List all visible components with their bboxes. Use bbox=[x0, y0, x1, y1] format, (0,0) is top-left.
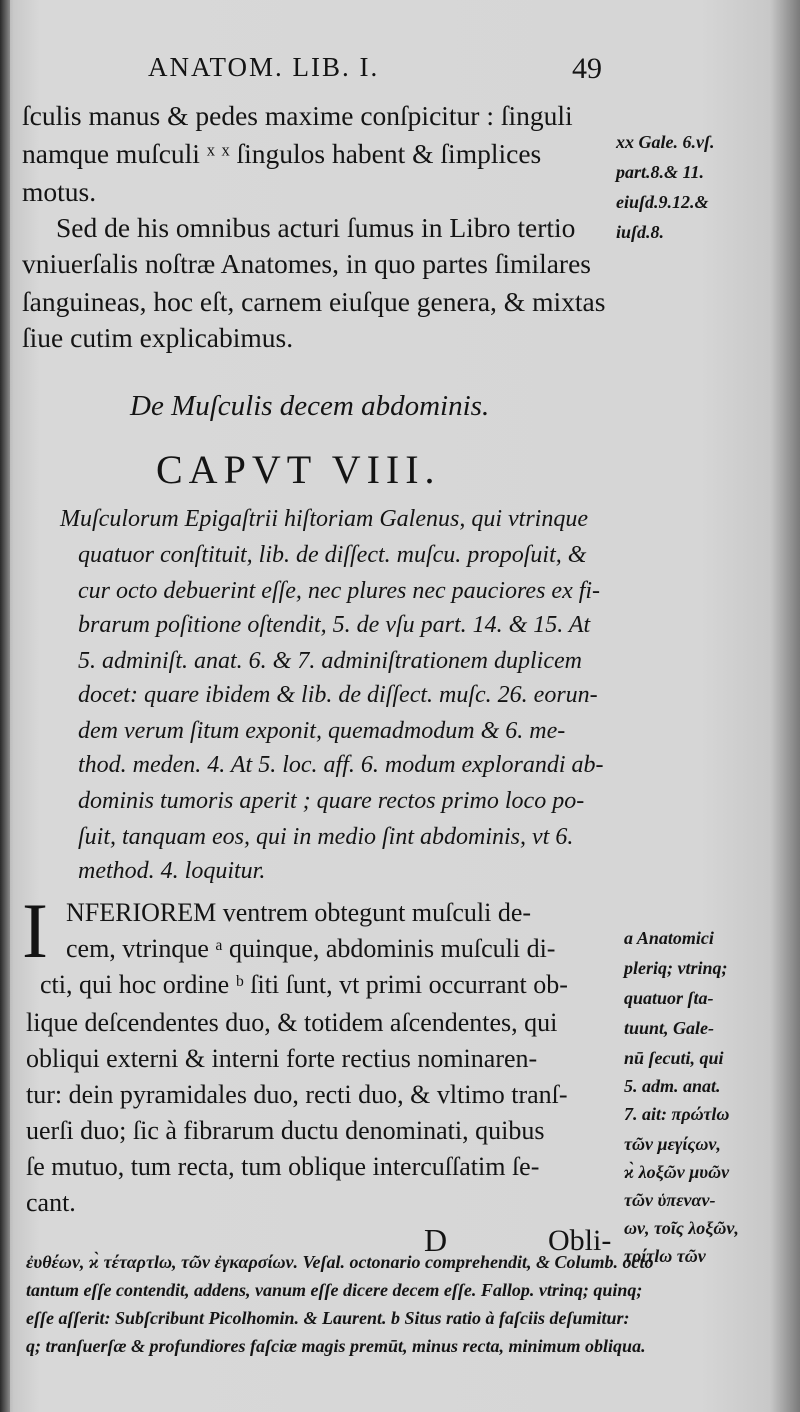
body-line: motus. bbox=[22, 176, 97, 207]
main-line: tur: dein pyramidales duo, recti duo, & vltimo tranſ- bbox=[26, 1080, 568, 1109]
page-gutter-shadow bbox=[0, 0, 10, 1412]
margin-note-line: quatuor ſta- bbox=[624, 988, 714, 1008]
margin-note-line: pleriq; vtrinq; bbox=[624, 958, 728, 978]
body-line: Sed de his omnibus acturi ſumus in Libro tertio bbox=[56, 212, 576, 243]
margin-note-line: ϰ̀ λοξῶν μυῶν bbox=[624, 1162, 730, 1182]
main-line: lique deſcendentes duo, & totidem aſcendentes, qui bbox=[26, 1008, 558, 1037]
footnote-line: q; tranſuerſæ & profundiores faſciæ magis premūt, minus recta, minimum obliqua. bbox=[26, 1336, 646, 1356]
argument-line: dem verum ſitum exponit, quemadmodum & 6. me- bbox=[78, 718, 566, 744]
body-line: namque muſculi ˣ ˣ ſingulos habent & ſimplices bbox=[22, 138, 542, 169]
margin-note-line: eiuſd.9.12.& bbox=[616, 192, 709, 212]
argument-line: brarum poſitione oſtendit, 5. de vſu part. 14. & 15. At bbox=[78, 612, 591, 638]
page-number: 49 bbox=[572, 52, 602, 85]
margin-note-line: τῶν ὑπεναν- bbox=[624, 1190, 716, 1210]
footnote-line: eſſe aſſerit: Subſcribunt Picolhomin. & Laurent. b Situs ratio à faſciis deſumitur: bbox=[26, 1308, 630, 1328]
argument-line: thod. meden. 4. At 5. loc. aff. 6. modum explorandi ab- bbox=[78, 752, 604, 778]
argument-line: ſuit, tanquam eos, qui in medio ſint abdominis, vt 6. bbox=[78, 824, 574, 850]
body-line: ſculis manus & pedes maxime conſpicitur : ſinguli bbox=[22, 100, 573, 131]
margin-note-line: ων, τοῖς λοξῶν, bbox=[624, 1218, 739, 1238]
margin-note-line: τῶν μεγίςων, bbox=[624, 1134, 721, 1154]
main-line: cant. bbox=[26, 1188, 76, 1217]
running-title: ANATOM. LIB. I. bbox=[148, 52, 380, 82]
argument-line: 5. adminiſt. anat. 6. & 7. adminiſtrationem duplicem bbox=[78, 648, 582, 674]
argument-line: Muſculorum Epigaſtrii hiſtoriam Galenus, qui vtrinque bbox=[60, 506, 588, 532]
body-line: ſanguineas, hoc eſt, carnem eiuſque genera, & mixtas bbox=[22, 286, 606, 317]
body-line: ſiue cutim explicabimus. bbox=[22, 322, 294, 353]
main-line: NFERIOREM ventrem obtegunt muſculi de- bbox=[66, 898, 532, 927]
footnote-line: ἐυθέων, ϰ̀ τέταρτlω, τῶν ἐγκαρσίων. Veſal. octonario comprehendit, & Columb. octo bbox=[26, 1252, 654, 1272]
main-line: ſe mutuo, tum recta, tum oblique intercuſſatim ſe- bbox=[26, 1152, 540, 1181]
argument-line: docet: quare ibidem & lib. de diſſect. muſc. 26. eorun- bbox=[78, 682, 598, 708]
margin-note-line: iuſd.8. bbox=[616, 222, 665, 242]
caput-label: CAPVT VIII. bbox=[156, 447, 441, 492]
footnote-line: tantum eſſe contendit, addens, vanum eſſe dicere decem eſſe. Fallop. vtrinq; quinq; bbox=[26, 1280, 643, 1300]
margin-note-line: a Anatomici bbox=[624, 928, 714, 948]
catchword: Obli- bbox=[548, 1224, 612, 1257]
margin-note-line: nū ſecuti, qui bbox=[624, 1048, 724, 1068]
argument-line: quatuor conſtituit, lib. de diſſect. muſcu. propoſuit, & bbox=[78, 542, 587, 568]
body-line: vniuerſalis noſtræ Anatomes, in quo partes ſimilares bbox=[22, 248, 592, 279]
main-line: obliqui externi & interni forte rectius nominaren- bbox=[26, 1044, 538, 1073]
main-line: uerſi duo; ſic à fibrarum ductu denominati, quibus bbox=[26, 1116, 545, 1145]
margin-note-line: τρίτlω τῶν bbox=[624, 1246, 706, 1266]
signature-mark: D bbox=[424, 1222, 448, 1258]
margin-note-line: xx Gale. 6.vſ. bbox=[616, 132, 715, 152]
margin-note-line: part.8.& 11. bbox=[616, 162, 705, 182]
margin-note-line: 5. adm. anat. bbox=[624, 1076, 721, 1096]
margin-note-line: tuunt, Gale- bbox=[624, 1018, 715, 1038]
main-line: cti, qui hoc ordine ᵇ ſiti ſunt, vt primi occurrant ob- bbox=[40, 970, 568, 999]
main-line: cem, vtrinque ᵃ quinque, abdominis muſculi di- bbox=[66, 934, 556, 963]
drop-cap: I bbox=[22, 887, 48, 974]
chapter-heading: De Muſculis decem abdominis. bbox=[130, 390, 490, 422]
margin-note-line: 7. ait: πρώτlω bbox=[624, 1104, 730, 1124]
argument-line: method. 4. loquitur. bbox=[78, 858, 266, 884]
argument-line: dominis tumoris aperit ; quare rectos primo loco po- bbox=[78, 788, 585, 814]
argument-line: cur octo debuerint eſſe, nec plures nec pauciores ex fi- bbox=[78, 578, 601, 604]
